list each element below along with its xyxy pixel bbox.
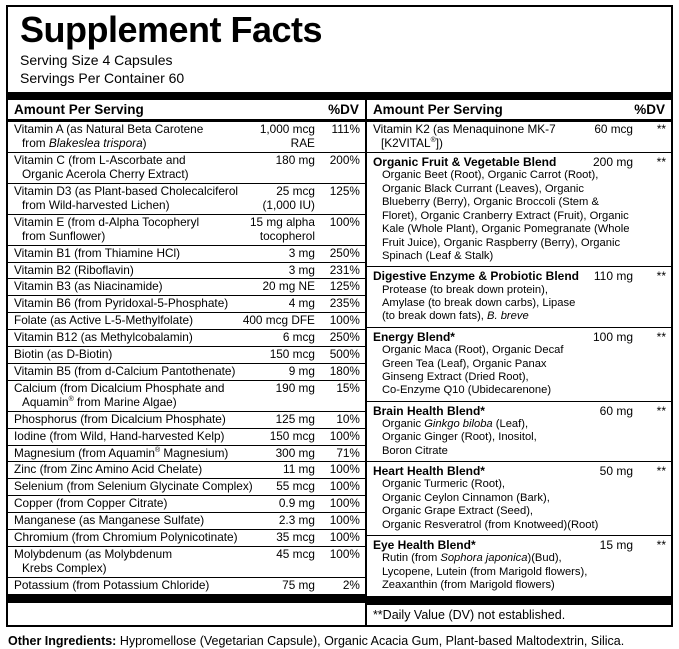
other-ingredients-text: Hypromellose (Vegetarian Capsule), Organic Acacia Gum, Plant-based Maltodextrin, Silica. <box>116 633 625 648</box>
nutrient-amount <box>289 365 322 379</box>
nutrient-name <box>14 331 283 345</box>
nutrient-amount-line: 60 mcg <box>594 122 633 137</box>
dv-header: %DV <box>328 102 359 118</box>
nutrient-amount <box>243 314 322 328</box>
nutrient-dv: 100% <box>329 214 360 229</box>
nutrient-name-line: Vitamin E (from d-Alpha Tocopheryl <box>14 214 200 229</box>
nutrient-name-line: from Wild-harvested Lichen) <box>22 197 170 212</box>
nutrient-name <box>14 280 262 294</box>
nutrient-name-line: Zinc (from Zinc Amino Acid Chelate) <box>14 462 203 477</box>
nutrient-dv: 10% <box>336 411 360 426</box>
nutrient-row <box>8 263 365 280</box>
nutrient-amount-line: 35 mcg <box>276 530 315 545</box>
nutrient-amount-line: 2.3 mg <box>278 513 315 528</box>
nutrient-amount <box>276 480 322 494</box>
nutrient-dv: 100% <box>329 496 360 511</box>
amount-per-serving-header: Amount Per Serving <box>372 102 503 118</box>
other-ingredients <box>0 627 679 649</box>
nutrient-amount-line: 6 mcg <box>282 330 315 345</box>
nutrient-row <box>8 412 365 429</box>
nutrient-row <box>8 479 365 496</box>
nutrient-amount-line: 45 mcg <box>276 546 315 561</box>
nutrient-dv: 100% <box>329 428 360 443</box>
nutrient-name <box>14 314 243 328</box>
servings-per-container: Servings Per Container 60 <box>20 69 185 86</box>
blend-row <box>367 153 671 267</box>
blend-sub-line: Organic Beet (Root), Organic Carrot (Root), <box>381 169 599 182</box>
nutrient-amount-line: 190 mg <box>275 380 315 395</box>
blend-header <box>373 269 666 283</box>
nutrient-row <box>8 513 365 530</box>
nutrient-dv: 231% <box>329 262 360 277</box>
nutrient-name-line: Aquamin® from Marine Algae) <box>22 394 177 409</box>
nutrient-dv: ** <box>656 122 666 137</box>
nutrient-amount <box>289 247 322 261</box>
nutrient-amount <box>283 463 322 477</box>
nutrient-name-line: Phosphorus (from Dicalcium Phosphate) <box>14 411 226 426</box>
blend-sub-line: Ginseng Extract (Dried Root), <box>381 370 529 383</box>
nutrient-name-line: Vitamin B2 (Riboflavin) <box>14 262 134 277</box>
nutrient-name-line: Organic Acerola Cherry Extract) <box>22 167 189 182</box>
nutrient-row <box>8 578 365 595</box>
blend-sub-line: Organic Ginkgo biloba (Leaf), <box>381 417 529 430</box>
nutrient-name-line: Magnesium (from Aquamin® Magnesium) <box>14 445 229 460</box>
supplement-facts-panel <box>6 5 673 627</box>
nutrient-dv: 250% <box>329 330 360 345</box>
nutrient-amount <box>276 382 322 396</box>
nutrient-dv: 250% <box>329 245 360 260</box>
nutrient-name <box>14 123 260 151</box>
nutrient-amount-line: 9 mg <box>288 364 315 378</box>
dv-header: %DV <box>634 102 665 118</box>
nutrient-name-line: Vitamin B5 (from d-Calcium Pantothenate) <box>14 364 236 378</box>
blend-amount: 60 mg <box>599 403 633 418</box>
nutrient-amount <box>270 430 322 444</box>
nutrient-amount <box>279 497 322 511</box>
nutrient-name <box>14 185 262 213</box>
other-ingredients-label: Other Ingredients: <box>8 633 117 648</box>
right-end-bar <box>367 597 671 605</box>
nutrient-dv: 2% <box>342 577 360 592</box>
nutrient-name <box>14 579 282 593</box>
nutrient-amount-line: 1,000 mcg <box>259 122 315 137</box>
blend-header <box>373 464 666 478</box>
right-rows <box>367 122 671 596</box>
nutrient-row <box>8 184 365 215</box>
nutrient-amount-line: (1,000 IU) <box>262 197 315 212</box>
left-column-header <box>8 100 365 122</box>
nutrient-row <box>8 347 365 364</box>
nutrient-name-line: Folate (as Active L-5-Methylfolate) <box>14 313 193 328</box>
nutrient-row <box>8 153 365 184</box>
nutrient-amount-line: 3 mg <box>288 245 315 260</box>
blend-sub-ingredients <box>373 169 666 263</box>
blend-dv: ** <box>656 329 666 344</box>
nutrient-dv: 125% <box>329 279 360 294</box>
blend-sub-line: Spinach (Leaf & Stalk) <box>381 250 494 262</box>
blend-sub-ingredients <box>373 478 666 532</box>
nutrient-row <box>8 215 365 246</box>
blend-header <box>373 404 666 418</box>
nutrient-row <box>8 246 365 263</box>
nutrient-dv: 100% <box>329 479 360 494</box>
nutrient-name <box>14 480 276 494</box>
nutrient-name-line: Vitamin D3 (as Plant-based Cholecalciferol <box>14 184 239 199</box>
nutrient-name <box>14 382 276 410</box>
amount-per-serving-header: Amount Per Serving <box>14 102 144 118</box>
blend-name: Heart Health Blend* <box>372 464 485 479</box>
blend-row <box>367 462 671 536</box>
nutrient-name-line: Chromium (from Chromium Polynicotinate) <box>14 530 238 545</box>
nutrient-row <box>8 381 365 412</box>
nutrient-name-line: Manganese (as Manganese Sulfate) <box>14 513 205 528</box>
nutrient-name-line: Vitamin B6 (from Pyridoxal-5-Phosphate) <box>14 296 229 311</box>
nutrient-name <box>14 514 279 528</box>
nutrient-amount <box>276 447 322 461</box>
nutrient-name <box>14 413 276 427</box>
nutrient-row <box>8 279 365 296</box>
nutrient-name-line: from Blakeslea trispora) <box>22 136 147 151</box>
nutrient-amount-line: tocopherol <box>259 228 315 243</box>
nutrient-amount <box>594 123 640 137</box>
serving-info <box>8 51 671 93</box>
nutrient-amount <box>276 548 322 562</box>
blend-sub-line: (to break down fats), B. breve <box>381 310 529 323</box>
nutrient-name <box>14 497 279 511</box>
blend-name: Energy Blend* <box>372 329 455 344</box>
nutrient-name-line: Vitamin A (as Natural Beta Carotene <box>14 122 204 137</box>
panel-title: Supplement Facts <box>20 9 323 50</box>
nutrient-name <box>14 348 270 362</box>
nutrient-name <box>14 447 276 461</box>
nutrient-amount <box>270 348 322 362</box>
nutrient-name-line: [K2VITAL®]) <box>380 136 443 151</box>
nutrient-amount-line: 75 mg <box>282 577 315 592</box>
blend-sub-line: Organic Ginger (Root), Inositol, <box>381 431 537 444</box>
nutrient-dv: 100% <box>329 530 360 545</box>
blend-sub-line: Organic Maca (Root), Organic Decaf <box>381 344 564 357</box>
nutrient-name-line: Molybdenum (as Molybdenum <box>14 546 173 561</box>
nutrient-amount-line: 15 mg alpha <box>250 214 315 229</box>
blend-dv: ** <box>656 538 666 553</box>
blend-dv: ** <box>656 269 666 284</box>
blend-sub-line: Organic Turmeric (Root), <box>381 478 506 491</box>
blend-row <box>367 267 671 327</box>
nutrient-row <box>8 496 365 513</box>
nutrient-name-line: Selenium (from Selenium Glycinate Complex) <box>14 479 253 494</box>
nutrient-name <box>14 430 270 444</box>
blend-name: Brain Health Blend* <box>372 403 485 418</box>
nutrient-name-line: Krebs Complex) <box>22 560 107 575</box>
blend-sub-line: Organic Black Currant (Leaves), Organic <box>381 182 585 195</box>
blend-dv: ** <box>656 403 666 418</box>
blend-amount: 110 mg <box>593 269 633 284</box>
nutrient-row <box>8 364 365 381</box>
blend-sub-line: Fruit Juice), Organic Raspberry (Berry), Organic <box>381 236 621 249</box>
nutrient-row <box>8 446 365 463</box>
nutrient-amount-line: 180 mg <box>275 153 315 168</box>
right-column-header <box>367 100 671 122</box>
dv-footnote: **Daily Value (DV) not established. <box>372 607 566 622</box>
blend-sub-line: Rutin (from Sophora japonica)(Bud), <box>381 552 562 565</box>
nutrient-amount <box>250 216 322 244</box>
nutrient-name <box>14 297 289 311</box>
nutrient-amount-line: 150 mcg <box>269 428 315 443</box>
nutrient-name <box>14 247 289 261</box>
left-column <box>8 100 367 624</box>
nutrient-dv: 100% <box>329 546 360 561</box>
nutrient-amount-line: 25 mcg <box>276 184 315 199</box>
nutrient-name-line: Vitamin C (from L-Ascorbate and <box>14 153 186 168</box>
nutrient-row <box>8 462 365 479</box>
nutrient-name <box>14 548 276 576</box>
nutrient-amount <box>289 297 322 311</box>
nutrient-dv: 100% <box>329 313 360 328</box>
blend-name: Organic Fruit & Vegetable Blend <box>372 155 557 170</box>
nutrient-name-line: Calcium (from Dicalcium Phosphate and <box>14 380 225 395</box>
nutrient-row <box>8 429 365 446</box>
nutrient-amount-line: 125 mg <box>275 411 315 426</box>
nutrient-amount <box>276 154 322 168</box>
nutrient-name-line: Vitamin K2 (as Menaquinone MK-7 <box>372 122 556 137</box>
header-divider-bar <box>8 92 671 100</box>
nutrient-name-line: Vitamin B12 (as Methylcobalamin) <box>14 330 193 345</box>
nutrient-dv: 111% <box>331 122 360 137</box>
blend-sub-ingredients <box>373 552 666 592</box>
nutrient-name <box>14 531 276 545</box>
blend-header <box>373 330 666 344</box>
blend-sub-line: Zeaxanthin (from Marigold flowers) <box>381 579 555 592</box>
nutrient-name-line: Biotin (as D-Biotin) <box>14 347 113 362</box>
blend-sub-line: Co-Enzyme Q10 (Ubidecarenone) <box>381 384 552 397</box>
nutrient-amount-line: 3 mg <box>288 262 315 277</box>
nutrient-amount-line: 0.9 mg <box>278 496 315 511</box>
nutrient-row <box>8 330 365 347</box>
nutrient-dv: 500% <box>329 347 360 362</box>
nutrient-amount <box>283 331 322 345</box>
nutrient-dv: 180% <box>329 364 360 378</box>
supplement-label <box>0 5 679 649</box>
nutrient-amount-line: 20 mg NE <box>262 279 315 294</box>
nutrient-dv: 100% <box>329 462 360 477</box>
nutrient-name <box>14 365 289 379</box>
nutrient-row <box>8 547 365 578</box>
nutrient-row <box>8 313 365 330</box>
nutrient-dv: 200% <box>329 153 360 168</box>
blend-sub-line: Organic Resveratrol (from Knotweed)(Root) <box>381 518 599 531</box>
nutrient-row <box>367 122 671 153</box>
nutrient-name <box>373 123 594 151</box>
nutrient-amount <box>260 123 322 151</box>
nutrient-name <box>14 264 289 278</box>
blend-sub-line: Organic Grape Extract (Seed), <box>381 505 534 518</box>
nutrient-amount-line: 400 mcg DFE <box>242 313 315 328</box>
nutrient-name <box>14 463 283 477</box>
nutrient-name <box>14 216 250 244</box>
blend-amount: 200 mg <box>592 155 633 170</box>
blend-amount: 15 mg <box>599 538 633 553</box>
blend-amount: 50 mg <box>599 464 633 479</box>
nutrient-name-line: Copper (from Copper Citrate) <box>14 496 168 511</box>
blend-header <box>373 538 666 552</box>
left-end-bar <box>8 595 365 603</box>
blend-sub-line: Amylase (to break down carbs), Lipase <box>381 297 576 310</box>
blend-row <box>367 402 671 462</box>
blend-sub-ingredients <box>373 284 666 324</box>
nutrient-name-line: Potassium (from Potassium Chloride) <box>14 577 210 592</box>
blend-sub-line: Blueberry (Berry), Organic Broccoli (Stem & <box>381 196 599 209</box>
nutrient-name-line: from Sunflower) <box>22 228 106 243</box>
nutrient-amount <box>262 280 321 294</box>
blend-dv: ** <box>656 155 666 170</box>
nutrient-row <box>8 122 365 153</box>
nutrient-row <box>8 296 365 313</box>
blend-row <box>367 536 671 596</box>
blend-sub-line: Lycopene, Lutein (from Marigold flowers), <box>381 565 588 578</box>
serving-size: Serving Size 4 Capsules <box>20 51 173 68</box>
nutrient-name-line: Vitamin B3 (as Niacinamide) <box>14 279 163 294</box>
blend-sub-line: Protease (to break down protein), <box>381 283 548 296</box>
blend-sub-ingredients <box>373 418 666 458</box>
nutrient-amount <box>276 531 322 545</box>
nutrient-dv: 71% <box>336 445 360 460</box>
nutrient-amount <box>276 413 322 427</box>
blend-sub-ingredients <box>373 344 666 398</box>
nutrient-amount-line: 300 mg <box>275 445 315 460</box>
nutrient-row <box>8 530 365 547</box>
nutrient-amount <box>289 264 322 278</box>
nutrient-amount-line: 55 mcg <box>276 479 315 494</box>
nutrient-name-line: Iodine (from Wild, Hand-harvested Kelp) <box>14 428 225 443</box>
nutrient-dv: 235% <box>329 296 360 311</box>
blend-dv: ** <box>656 464 666 479</box>
nutrient-name-line: Vitamin B1 (from Thiamine HCl) <box>14 245 181 260</box>
blend-sub-line: Kale (Whole Plant), Organic Pomegranate (Whole <box>381 223 630 236</box>
blend-sub-line: Boron Citrate <box>381 444 448 457</box>
blend-amount: 100 mg <box>592 329 633 344</box>
nutrient-dv: 100% <box>329 513 360 528</box>
nutrient-amount-line: RAE <box>290 136 315 151</box>
nutrient-dv: 125% <box>329 184 360 199</box>
blend-header <box>373 155 666 169</box>
blend-name: Eye Health Blend* <box>372 538 476 553</box>
nutrient-amount-line: 4 mg <box>288 296 315 311</box>
left-rows <box>8 122 365 594</box>
nutrient-amount <box>262 185 321 213</box>
blend-sub-line: Organic Ceylon Cinnamon (Bark), <box>381 491 550 504</box>
blend-row <box>367 328 671 402</box>
nutrient-amount-line: 11 mg <box>283 462 315 477</box>
nutrient-amount-line: 150 mcg <box>269 347 315 362</box>
nutrient-amount <box>279 514 322 528</box>
blend-name: Digestive Enzyme & Probiotic Blend <box>372 269 579 284</box>
facts-columns <box>8 100 671 624</box>
nutrient-dv: 15% <box>336 380 360 395</box>
nutrient-amount <box>282 579 322 593</box>
blend-sub-line: Floret), Organic Cranberry Extract (Fruit), Organic <box>381 209 629 222</box>
blend-sub-line: Green Tea (Leaf), Organic Panax <box>381 357 547 370</box>
right-column <box>367 100 671 624</box>
nutrient-name <box>14 154 276 182</box>
